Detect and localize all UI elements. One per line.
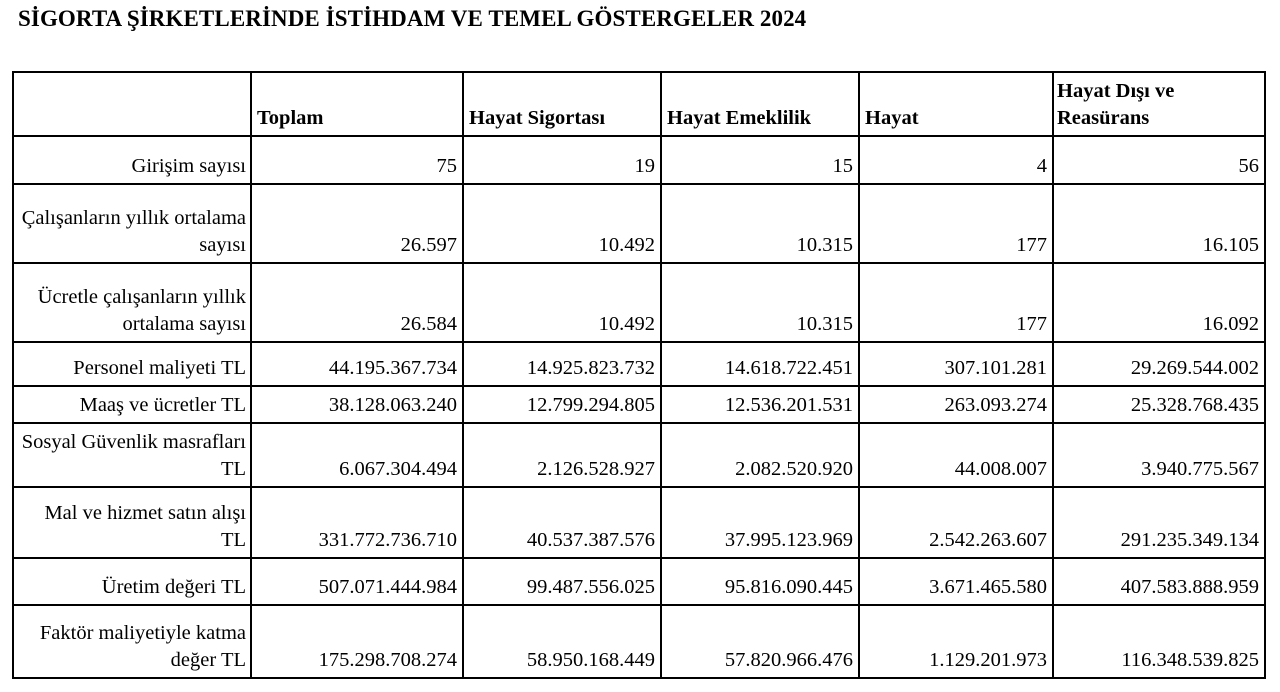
- column-header-hayat-sigortasi: Hayat Sigortası: [463, 72, 661, 136]
- table-row: [13, 558, 1265, 605]
- cell-hayat: 4: [859, 136, 1053, 184]
- cell-hayat-disi: 29.269.544.002: [1053, 342, 1265, 386]
- row-label: Maaş ve ücretler TL: [13, 386, 251, 423]
- table-header-row: [13, 72, 1265, 136]
- table-row: [13, 184, 1265, 263]
- cell-toplam: 38.128.063.240: [251, 386, 463, 423]
- table-row: [13, 342, 1265, 386]
- cell-toplam: 507.071.444.984: [251, 558, 463, 605]
- cell-hayat-emeklilik: 15: [661, 136, 859, 184]
- cell-toplam: 44.195.367.734: [251, 342, 463, 386]
- column-header-toplam: Toplam: [251, 72, 463, 136]
- cell-hayat-disi: 291.235.349.134: [1053, 487, 1265, 558]
- cell-hayat-sigortasi: 19: [463, 136, 661, 184]
- column-header-hayat-emeklilik: Hayat Emeklilik: [661, 72, 859, 136]
- table-row: [13, 605, 1265, 678]
- row-label: Üretim değeri TL: [13, 558, 251, 605]
- table-row: [13, 423, 1265, 487]
- cell-toplam: 75: [251, 136, 463, 184]
- row-label: Personel maliyeti TL: [13, 342, 251, 386]
- cell-hayat: 44.008.007: [859, 423, 1053, 487]
- cell-hayat-emeklilik: 10.315: [661, 184, 859, 263]
- table-row: [13, 487, 1265, 558]
- cell-toplam: 26.584: [251, 263, 463, 342]
- data-table: [12, 71, 1266, 679]
- cell-hayat-disi: 116.348.539.825: [1053, 605, 1265, 678]
- cell-hayat-emeklilik: 95.816.090.445: [661, 558, 859, 605]
- cell-hayat-disi: 407.583.888.959: [1053, 558, 1265, 605]
- row-label: Girişim sayısı: [13, 136, 251, 184]
- cell-hayat-disi: 3.940.775.567: [1053, 423, 1265, 487]
- page-title: SİGORTA ŞİRKETLERİNDE İSTİHDAM VE TEMEL GÖSTERGELER 2024: [18, 6, 807, 31]
- column-header-hayat-disi-reasurans: Hayat Dışı ve Reasürans: [1053, 72, 1265, 136]
- cell-hayat-sigortasi: 2.126.528.927: [463, 423, 661, 487]
- cell-hayat: 263.093.274: [859, 386, 1053, 423]
- cell-hayat-disi: 25.328.768.435: [1053, 386, 1265, 423]
- cell-hayat-emeklilik: 57.820.966.476: [661, 605, 859, 678]
- cell-hayat: 307.101.281: [859, 342, 1053, 386]
- cell-hayat-sigortasi: 10.492: [463, 184, 661, 263]
- cell-hayat-disi: 16.092: [1053, 263, 1265, 342]
- table-row: [13, 386, 1265, 423]
- cell-toplam: 26.597: [251, 184, 463, 263]
- cell-hayat-disi: 16.105: [1053, 184, 1265, 263]
- row-label: Ücretle çalışanların yıllık ortalama sayısı: [13, 263, 251, 342]
- row-label: Sosyal Güvenlik masrafları TL: [13, 423, 251, 487]
- cell-hayat-emeklilik: 12.536.201.531: [661, 386, 859, 423]
- cell-hayat: 177: [859, 263, 1053, 342]
- cell-toplam: 331.772.736.710: [251, 487, 463, 558]
- cell-hayat-emeklilik: 10.315: [661, 263, 859, 342]
- cell-hayat-sigortasi: 40.537.387.576: [463, 487, 661, 558]
- cell-hayat-sigortasi: 12.799.294.805: [463, 386, 661, 423]
- cell-toplam: 175.298.708.274: [251, 605, 463, 678]
- cell-hayat-emeklilik: 2.082.520.920: [661, 423, 859, 487]
- column-header-hayat: Hayat: [859, 72, 1053, 136]
- cell-hayat: 3.671.465.580: [859, 558, 1053, 605]
- cell-hayat-disi: 56: [1053, 136, 1265, 184]
- row-label: Mal ve hizmet satın alışı TL: [13, 487, 251, 558]
- table-row: [13, 263, 1265, 342]
- table-row: [13, 136, 1265, 184]
- cell-hayat-sigortasi: 10.492: [463, 263, 661, 342]
- cell-hayat-sigortasi: 58.950.168.449: [463, 605, 661, 678]
- cell-hayat: 1.129.201.973: [859, 605, 1053, 678]
- column-header-label: [13, 72, 251, 136]
- cell-hayat: 2.542.263.607: [859, 487, 1053, 558]
- cell-hayat: 177: [859, 184, 1053, 263]
- cell-hayat-emeklilik: 14.618.722.451: [661, 342, 859, 386]
- cell-hayat-sigortasi: 99.487.556.025: [463, 558, 661, 605]
- cell-hayat-emeklilik: 37.995.123.969: [661, 487, 859, 558]
- row-label: Faktör maliyetiyle katma değer TL: [13, 605, 251, 678]
- cell-toplam: 6.067.304.494: [251, 423, 463, 487]
- row-label: Çalışanların yıllık ortalama sayısı: [13, 184, 251, 263]
- cell-hayat-sigortasi: 14.925.823.732: [463, 342, 661, 386]
